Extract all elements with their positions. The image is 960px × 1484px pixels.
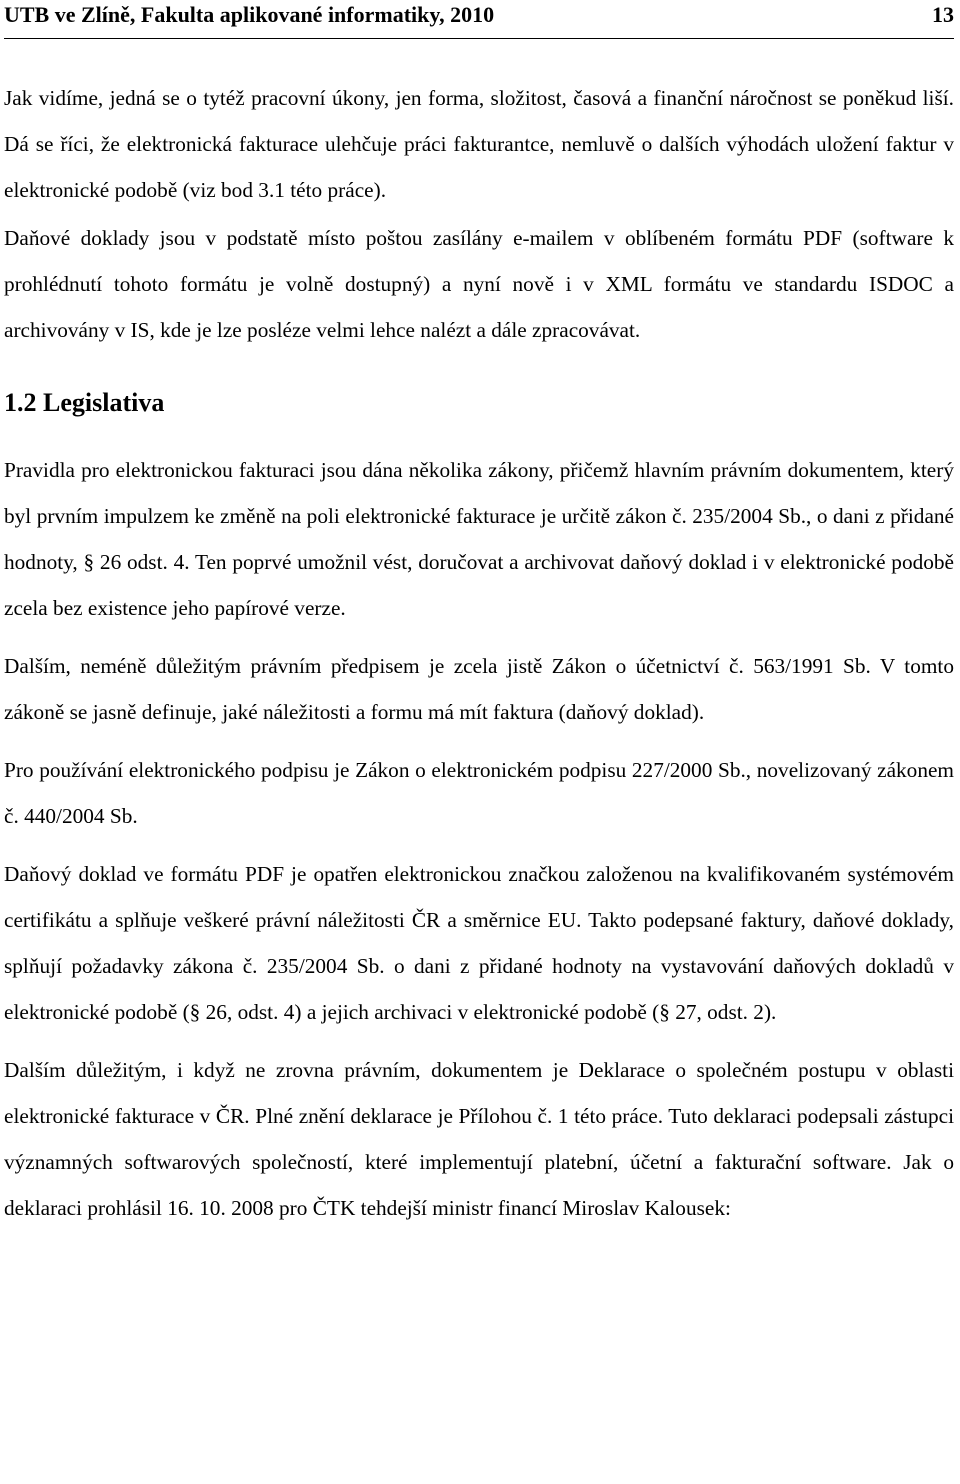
paragraph-legislation-3: Pro používání elektronického podpisu je Zákon o elektronickém podpisu 227/2000 Sb., novelizovaný zákonem č. 440/2004 Sb. [4, 758, 954, 828]
section-heading: 1.2 Legislativa [4, 388, 165, 417]
paragraph-legislation-5: Dalším důležitým, i když ne zrovna právním, dokumentem je Deklarace o společném postupu v oblasti elektronické fakturace v ČR. Plné znění deklarace je Přílohou č. 1 této práce. Tuto deklaraci podepsali zástupci významných softwarových společností, které implementují platební, účetní a fakturační software. Jak o deklaraci prohlásil 16. 10. 2008 pro ČTK tehdejší ministr financí Miroslav Kalousek: [4, 1058, 954, 1220]
document-page [4, 0, 954, 1231]
running-header [4, 0, 954, 39]
header-title: UTB ve Zlíně, Fakulta aplikované informatiky, 2010 [4, 2, 495, 27]
paragraph-legislation-1: Pravidla pro elektronickou fakturaci jsou dána několika zákony, přičemž hlavním právním dokumentem, který byl prvním impulzem ke změně na poli elektronické fakturace je určitě zákon č. 235/2004 Sb., o dani z přidané hodnoty, § 26 odst. 4. Ten poprvé umožnil vést, doručovat a archivovat daňový doklad i v elektronické podobě zcela bez existence jeho papírové verze. [4, 458, 954, 620]
paragraph-legislation-4: Daňový doklad ve formátu PDF je opatřen elektronickou značkou založenou na kvalifikovaném systémovém certifikátu a splňuje veškeré právní náležitosti ČR a směrnice EU. Takto podepsané faktury, daňové doklady, splňují požadavky zákona č. 235/2004 Sb. o dani z přidané hodnoty na vystavování daňových dokladů v elektronické podobě (§ 26, odst. 4) a jejich archivaci v elektronické podobě (§ 27, odst. 2). [4, 862, 954, 1024]
paragraph-legislation-2: Dalším, neméně důležitým právním předpisem je zcela jistě Zákon o účetnictví č. 563/1991 Sb. V tomto zákoně se jasně definuje, jaké náležitosti a formu má mít faktura (daňový doklad). [4, 654, 954, 724]
page-number: 13 [932, 2, 954, 27]
paragraph-intro-1: Jak vidíme, jedná se o tytéž pracovní úkony, jen forma, složitost, časová a finanční náročnost se poněkud liší. Dá se říci, že elektronická fakturace ulehčuje práci fakturantce, nemluvě o dalších výhodách uložení faktur v elektronické podobě (viz bod 3.1 této práce). [4, 86, 954, 202]
paragraph-intro-2: Daňové doklady jsou v podstatě místo poštou zasílány e-mailem v oblíbeném formátu PDF (software k prohlédnutí tohoto formátu je volně dostupný) a nyní nově i v XML formátu ve standardu ISDOC a archivovány v IS, kde je lze posléze velmi lehce nalézt a dále zpracovávat. [4, 226, 954, 342]
